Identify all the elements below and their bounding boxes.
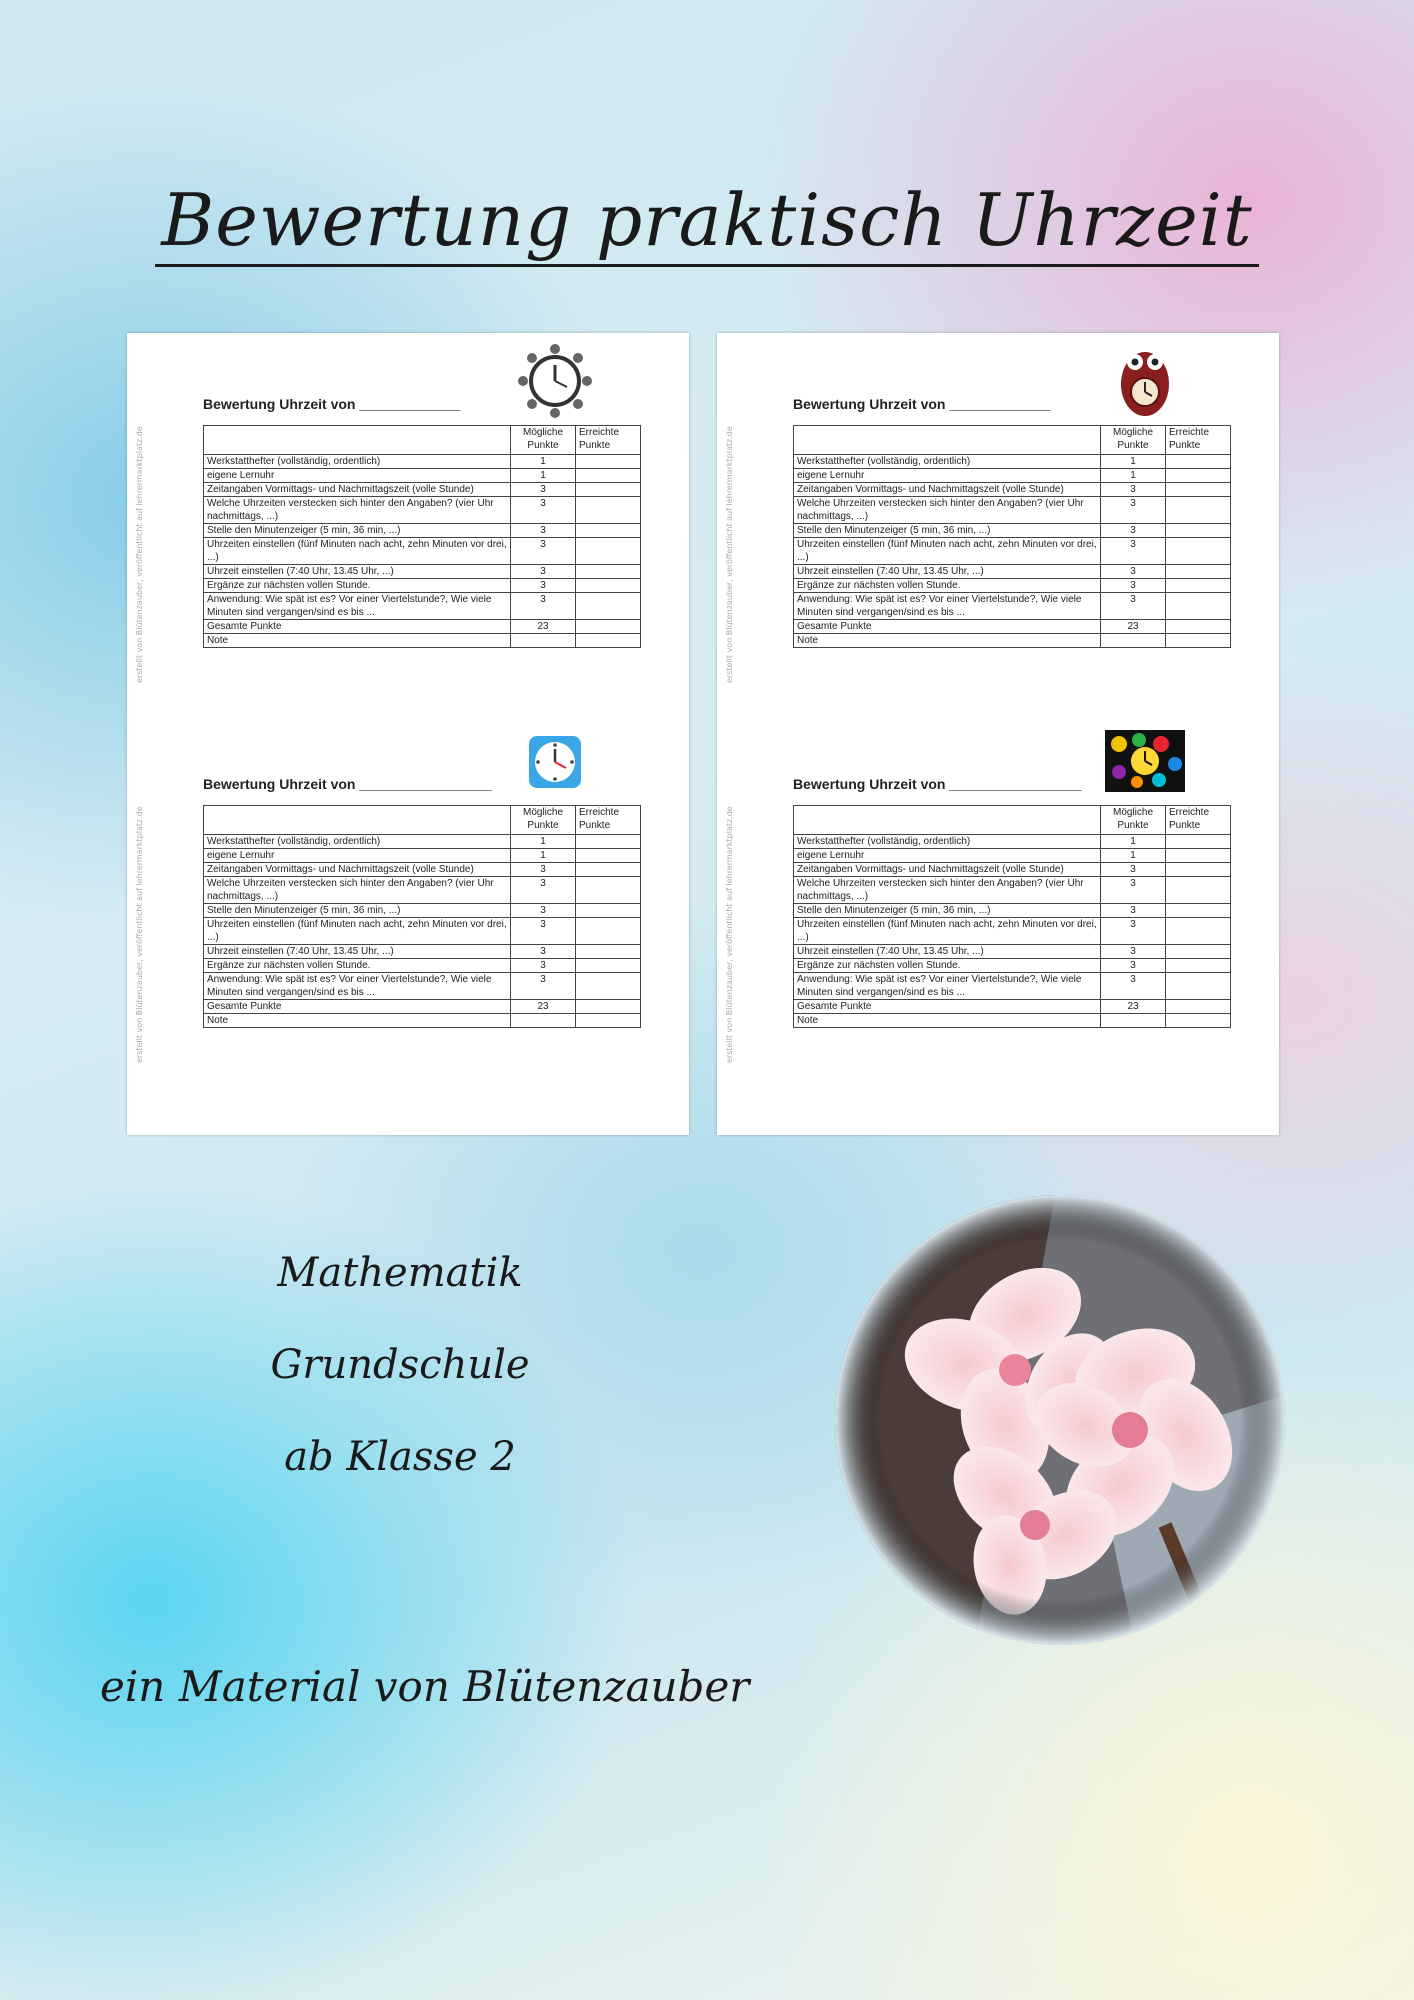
- table-row: Ergänze zur nächsten vollen Stunde. 3: [204, 959, 641, 973]
- table-row: Ergänze zur nächsten vollen Stunde. 3: [794, 579, 1231, 593]
- owl-clock-icon: [1105, 341, 1185, 421]
- blue-alarm-clock-icon: [515, 721, 595, 801]
- table-row: Uhrzeit einstellen (7:40 Uhr, 13.45 Uhr, ...) 3: [204, 945, 641, 959]
- table-row: Note: [204, 634, 641, 648]
- card-heading: Bewertung Uhrzeit von _____________: [793, 396, 1051, 412]
- table-row: Stelle den Minutenzeiger (5 min, 36 min, ...) 3: [204, 524, 641, 538]
- table-row: Anwendung: Wie spät ist es? Vor einer Viertelstunde?, Wie viele Minuten sind vergangen/sind es bis ... 3: [794, 593, 1231, 620]
- side-note: erstellt von Blütenzauber, veröffentlicht auf lehrermarktplatz.de: [725, 806, 734, 1063]
- page-title: Bewertung praktisch Uhrzeit: [0, 178, 1414, 262]
- table-row: Welche Uhrzeiten verstecken sich hinter den Angaben? (vier Uhr nachmittags, ...) 3: [204, 497, 641, 524]
- table-row: Werkstatthefter (vollständig, ordentlich) 1: [204, 455, 641, 469]
- preview-sheet-left: [127, 333, 689, 1135]
- table-row: Anwendung: Wie spät ist es? Vor einer Viertelstunde?, Wie viele Minuten sind vergangen/sind es bis ... 3: [794, 973, 1231, 1000]
- table-row: Welche Uhrzeiten verstecken sich hinter den Angaben? (vier Uhr nachmittags, ...) 3: [204, 877, 641, 904]
- cherry-blossom-image: [835, 1195, 1285, 1645]
- table-row: Anwendung: Wie spät ist es? Vor einer Viertelstunde?, Wie viele Minuten sind vergangen/sind es bis ... 3: [204, 593, 641, 620]
- table-row: Uhrzeit einstellen (7:40 Uhr, 13.45 Uhr, ...) 3: [794, 565, 1231, 579]
- rating-table: Mögliche Punkte Erreichte Punkte Werkstatthefter (vollständig, ordentlich) 1 eigene Lernuhr 1 Zeitangaben Vormittags- und Nachmittagszeit (volle Stunde) 3 Welche Uhrzeiten verstecken sich hinter den Angaben? (vier Uhr nachmittags, ...) 3 Stelle den Minutenzeiger (5 min, 36 min, ...) 3 Uhrzeiten einstellen (fünf Minuten nach acht, zehn Minuten vor drei, ...) 3 Uhrzeit einstellen (7:40 Uhr, 13.45 Uhr, ...) 3 Ergänze zur nächsten vollen Stunde. 3 Anwendung: Wie spät ist es? Vor einer Viertelstunde?, Wie viele Minuten sind vergangen/sind es bis ... 3 Gesamte Punkte 23 Note: [203, 425, 641, 648]
- table-row: Gesamte Punkte 23: [794, 1000, 1231, 1014]
- table-row: Ergänze zur nächsten vollen Stunde. 3: [204, 579, 641, 593]
- table-row: eigene Lernuhr 1: [794, 469, 1231, 483]
- rating-table: Mögliche Punkte Erreichte Punkte Werkstatthefter (vollständig, ordentlich) 1 eigene Lernuhr 1 Zeitangaben Vormittags- und Nachmittagszeit (volle Stunde) 3 Welche Uhrzeiten verstecken sich hinter den Angaben? (vier Uhr nachmittags, ...) 3 Stelle den Minutenzeiger (5 min, 36 min, ...) 3 Uhrzeiten einstellen (fünf Minuten nach acht, zehn Minuten vor drei, ...) 3 Uhrzeit einstellen (7:40 Uhr, 13.45 Uhr, ...) 3 Ergänze zur nächsten vollen Stunde. 3 Anwendung: Wie spät ist es? Vor einer Viertelstunde?, Wie viele Minuten sind vergangen/sind es bis ... 3 Gesamte Punkte 23 Note: [203, 805, 641, 1028]
- table-row: eigene Lernuhr 1: [204, 469, 641, 483]
- table-row: Note: [794, 634, 1231, 648]
- preview-sheet-right: [717, 333, 1279, 1135]
- subject-label: Mathematik: [277, 1250, 523, 1296]
- rating-table: Mögliche Punkte Erreichte Punkte Werkstatthefter (vollständig, ordentlich) 1 eigene Lernuhr 1 Zeitangaben Vormittags- und Nachmittagszeit (volle Stunde) 3 Welche Uhrzeiten verstecken sich hinter den Angaben? (vier Uhr nachmittags, ...) 3 Stelle den Minutenzeiger (5 min, 36 min, ...) 3 Uhrzeiten einstellen (fünf Minuten nach acht, zehn Minuten vor drei, ...) 3 Uhrzeit einstellen (7:40 Uhr, 13.45 Uhr, ...) 3 Ergänze zur nächsten vollen Stunde. 3 Anwendung: Wie spät ist es? Vor einer Viertelstunde?, Wie viele Minuten sind vergangen/sind es bis ... 3 Gesamte Punkte 23 Note: [793, 805, 1231, 1028]
- table-row: Uhrzeiten einstellen (fünf Minuten nach acht, zehn Minuten vor drei, ...) 3: [204, 538, 641, 565]
- grade-label: ab Klasse 2: [284, 1434, 516, 1480]
- table-row: Zeitangaben Vormittags- und Nachmittagszeit (volle Stunde) 3: [794, 483, 1231, 497]
- table-row: Stelle den Minutenzeiger (5 min, 36 min, ...) 3: [204, 904, 641, 918]
- table-row: Gesamte Punkte 23: [204, 620, 641, 634]
- credit-text: ein Material von Blütenzauber: [100, 1662, 750, 1711]
- rating-card: [717, 333, 1279, 713]
- side-note: erstellt von Blütenzauber, veröffentlicht auf lehrermarktplatz.de: [135, 426, 144, 683]
- table-row: Anwendung: Wie spät ist es? Vor einer Viertelstunde?, Wie viele Minuten sind vergangen/sind es bis ... 3: [204, 973, 641, 1000]
- table-row: Zeitangaben Vormittags- und Nachmittagszeit (volle Stunde) 3: [204, 483, 641, 497]
- table-row: eigene Lernuhr 1: [204, 849, 641, 863]
- table-row: Werkstatthefter (vollständig, ordentlich) 1: [794, 455, 1231, 469]
- table-row: Welche Uhrzeiten verstecken sich hinter den Angaben? (vier Uhr nachmittags, ...) 3: [794, 497, 1231, 524]
- table-row: Zeitangaben Vormittags- und Nachmittagszeit (volle Stunde) 3: [794, 863, 1231, 877]
- clock-ornament-icon: [515, 341, 595, 421]
- table-row: Stelle den Minutenzeiger (5 min, 36 min, ...) 3: [794, 524, 1231, 538]
- rating-card: [127, 333, 689, 713]
- table-row: Note: [794, 1014, 1231, 1028]
- table-row: Note: [204, 1014, 641, 1028]
- table-row: Werkstatthefter (vollständig, ordentlich) 1: [204, 835, 641, 849]
- table-row: eigene Lernuhr 1: [794, 849, 1231, 863]
- school-label: Grundschule: [270, 1342, 530, 1388]
- side-note: erstellt von Blütenzauber, veröffentlicht auf lehrermarktplatz.de: [725, 426, 734, 683]
- side-note: erstellt von Blütenzauber, veröffentlicht auf lehrermarktplatz.de: [135, 806, 144, 1063]
- table-row: Zeitangaben Vormittags- und Nachmittagszeit (volle Stunde) 3: [204, 863, 641, 877]
- table-row: Gesamte Punkte 23: [794, 620, 1231, 634]
- table-row: Uhrzeiten einstellen (fünf Minuten nach acht, zehn Minuten vor drei, ...) 3: [794, 538, 1231, 565]
- colorful-clock-icon: [1105, 721, 1185, 801]
- rating-card: [717, 713, 1279, 1093]
- table-row: Ergänze zur nächsten vollen Stunde. 3: [794, 959, 1231, 973]
- table-row: Stelle den Minutenzeiger (5 min, 36 min, ...) 3: [794, 904, 1231, 918]
- table-row: Gesamte Punkte 23: [204, 1000, 641, 1014]
- table-row: Uhrzeit einstellen (7:40 Uhr, 13.45 Uhr, ...) 3: [204, 565, 641, 579]
- table-row: Uhrzeiten einstellen (fünf Minuten nach acht, zehn Minuten vor drei, ...) 3: [204, 918, 641, 945]
- rating-table: Mögliche Punkte Erreichte Punkte Werkstatthefter (vollständig, ordentlich) 1 eigene Lernuhr 1 Zeitangaben Vormittags- und Nachmittagszeit (volle Stunde) 3 Welche Uhrzeiten verstecken sich hinter den Angaben? (vier Uhr nachmittags, ...) 3 Stelle den Minutenzeiger (5 min, 36 min, ...) 3 Uhrzeiten einstellen (fünf Minuten nach acht, zehn Minuten vor drei, ...) 3 Uhrzeit einstellen (7:40 Uhr, 13.45 Uhr, ...) 3 Ergänze zur nächsten vollen Stunde. 3 Anwendung: Wie spät ist es? Vor einer Viertelstunde?, Wie viele Minuten sind vergangen/sind es bis ... 3 Gesamte Punkte 23 Note: [793, 425, 1231, 648]
- table-row: Welche Uhrzeiten verstecken sich hinter den Angaben? (vier Uhr nachmittags, ...) 3: [794, 877, 1231, 904]
- table-row: Uhrzeiten einstellen (fünf Minuten nach acht, zehn Minuten vor drei, ...) 3: [794, 918, 1231, 945]
- table-row: Werkstatthefter (vollständig, ordentlich) 1: [794, 835, 1231, 849]
- rating-card: [127, 713, 689, 1093]
- card-heading: Bewertung Uhrzeit von _________________: [793, 776, 1082, 792]
- card-heading: Bewertung Uhrzeit von _________________: [203, 776, 492, 792]
- table-row: Uhrzeit einstellen (7:40 Uhr, 13.45 Uhr, ...) 3: [794, 945, 1231, 959]
- card-heading: Bewertung Uhrzeit von _____________: [203, 396, 461, 412]
